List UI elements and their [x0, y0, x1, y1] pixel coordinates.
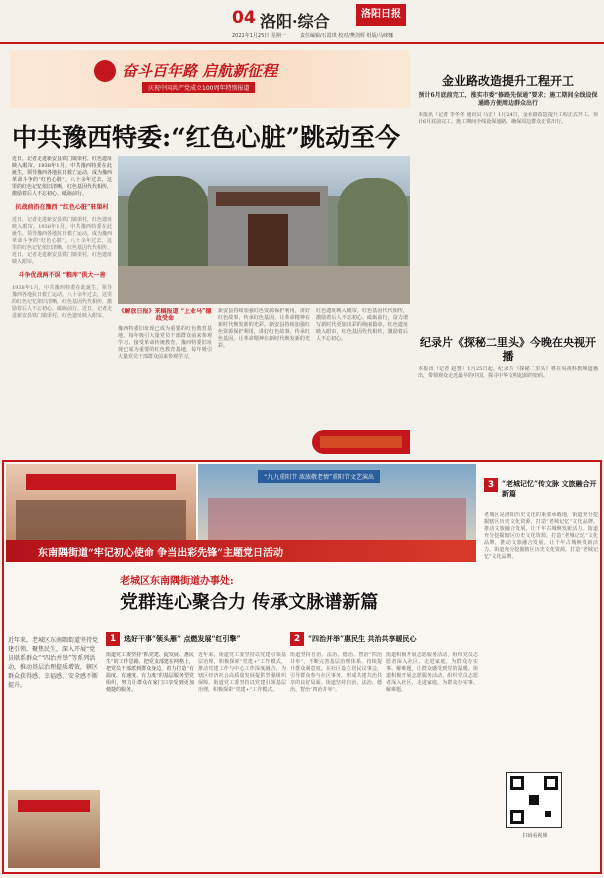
- feature-photo-banner: [6, 540, 476, 562]
- right-top-body: 本报讯（记者 李冬冬 通讯员 马正）1月24日，金业路改造提升工程正式开工，预计6月底前完工。施工期间全线设保通路，确保周边群众正常出行。: [418, 112, 598, 125]
- feature-intro: 近年来，老城区东南隅街道坚持党建引领，聚焦民生，深入开展“党员联系群众”“四治并举”等系列活动，推动基层治理提质增效，辖区群众获得感、幸福感、安全感不断提升。: [8, 637, 99, 689]
- page-number: 04: [232, 8, 256, 28]
- section-3-header: [484, 478, 598, 508]
- section-3-title: “老城记忆”传文脉 文旅融合开新篇: [502, 479, 597, 498]
- lead-subhead-3: 《解放日报》来稿报道 “上业马”德政受命: [118, 308, 212, 322]
- paper-logo: 洛阳日报: [356, 4, 406, 26]
- lead-photo: [118, 156, 410, 304]
- date-line: 2021年1月25日 星期一: [232, 33, 286, 39]
- right-mid-body: 本报讯（记者 赵慧）1月25日起，纪录片《探秘二里头》将在央视科教频道播出，带领观众走近最早的中国，探寻中华文明起源的密码。: [418, 366, 598, 379]
- section-2-header: [290, 632, 480, 648]
- banner-emblem: [94, 60, 116, 82]
- feature-kicker: 老城区东南隅街道办事处:: [120, 576, 234, 587]
- section-2-num: 2: [290, 632, 304, 646]
- feature-small-photo: [8, 790, 100, 868]
- feature-photo-left: [6, 464, 196, 544]
- lead-body-col-2: 《解放日报》来稿报道 “上业马”德政受命 豫西特委旧址现已成为重要的红色教育基地，每年吸引大量党员干部群众前来参观学习，接受革命传统教育。豫西特委旧址现已成为重要的红色教育基地，每年吸引大量党员干部群众前来参观学习。: [118, 308, 212, 360]
- feature-headline: 党群连心聚合力 传承文脉谱新篇: [120, 592, 379, 613]
- qr-code[interactable]: [506, 772, 562, 828]
- section-1-body: 街道党工委坚持“抓党建、促发展、惠民生”的工作思路，把党支部建在网格上，把党员干部派到群众身边，着力打造“有温度、有速度、有力度”的基层服务型党组织，努力让群众在家门口享受到更加便捷的服务。: [106, 652, 194, 693]
- section-1-header: [106, 632, 286, 648]
- right-top-headline: 金业路改造提升工程开工: [441, 74, 574, 88]
- photo-caption: 东南隅街道“牢记初心使命 争当出彩先锋”主题党日活动: [38, 548, 283, 559]
- section-1-num: 1: [106, 632, 120, 646]
- header-rule: [0, 42, 604, 44]
- right-mid-headline: 纪录片《探秘二里头》今晚在央视开播: [420, 336, 596, 363]
- photo-banner-2: “九九重阳节 浓浓敬老情”重阳节文艺演出: [258, 470, 380, 483]
- section-1-title: 选好干事“领头雁” 点燃发展“红引擎”: [124, 634, 241, 643]
- banner-sub: 庆祝中国共产党成立100周年特别报道: [142, 82, 255, 93]
- lead-body-col-1: 近日，记者走进新安县铁门镇渠村，红色遗址映入眼帘。1938年1月，中共豫西特委在此诞生，领导豫西各地抗日救亡运动，成为豫西革命斗争的“红色心脏”。八十余年过去，这里的红色记忆依旧清晰，红色基因代代相传，激励着后人不忘初心、砥砺前行。 抗战前沿在豫西 “红色心脏”驻渠村 近日，记者走进新安县铁门镇渠村，红色遗址映入眼帘。1938年1月，中共豫西特委在此诞生，领导豫西各地抗日救亡运动，成为豫西革命斗争的“红色心脏”。八十余年过去，这里的红色记忆依旧清晰，红色基因代代相传。近日，记者走进新安县铁门镇渠村，红色遗址映入眼帘。 斗争优战两不误 “粮库”供大一善 1938年1月，中共豫西特委在此诞生，领导豫西各地抗日救亡运动。八十余年过去，这里的红色记忆依旧清晰，红色基因代代相传，激励着后人不忘初心、砥砺前行。近日，记者走进新安县铁门镇渠村，红色遗址映入眼帘。: [12, 156, 112, 319]
- lead-subhead-2: 斗争优战两不误 “粮库”供大一善: [18, 272, 106, 279]
- right-top-sub: 预计6月底前完工，涨实市委“修路先保通”要求；施工期间全线设保通路方便周边群众出行: [418, 92, 598, 107]
- section-2-title: “四治并举”惠民生 共治共享暖民心: [308, 634, 417, 643]
- section-3-num: 3: [484, 478, 498, 492]
- centennial-banner: [10, 50, 410, 108]
- qr-caption: 扫码看视频: [522, 833, 548, 839]
- promo-ribbon: [312, 430, 410, 454]
- editor-line: 责任编辑/石霞琪 校对/樊剑辉 组版/马咪娜: [300, 33, 394, 39]
- banner-slogan: 奋斗百年路 启航新征程: [122, 62, 278, 80]
- lead-headline: 中共豫西特委:“红色心脏”跳动至今: [12, 123, 400, 152]
- lead-subhead-1: 抗战前沿在豫西 “红色心脏”驻渠村: [15, 204, 109, 211]
- feature-photo-right: [198, 464, 476, 544]
- section-title: 洛阳·综合: [260, 12, 330, 31]
- lead-body: 近日，记者走进新安县铁门镇渠村，红色遗址映入眼帘。1938年1月，中共豫西特委在此诞生，领导豫西各地抗日救亡运动，成为豫西革命斗争的“红色心脏”。八十余年过去，这里的红色记忆依旧清晰，红色基因代代相传，激励着后人不忘初心、砥砺前行。: [12, 156, 112, 197]
- page-header: [0, 0, 604, 48]
